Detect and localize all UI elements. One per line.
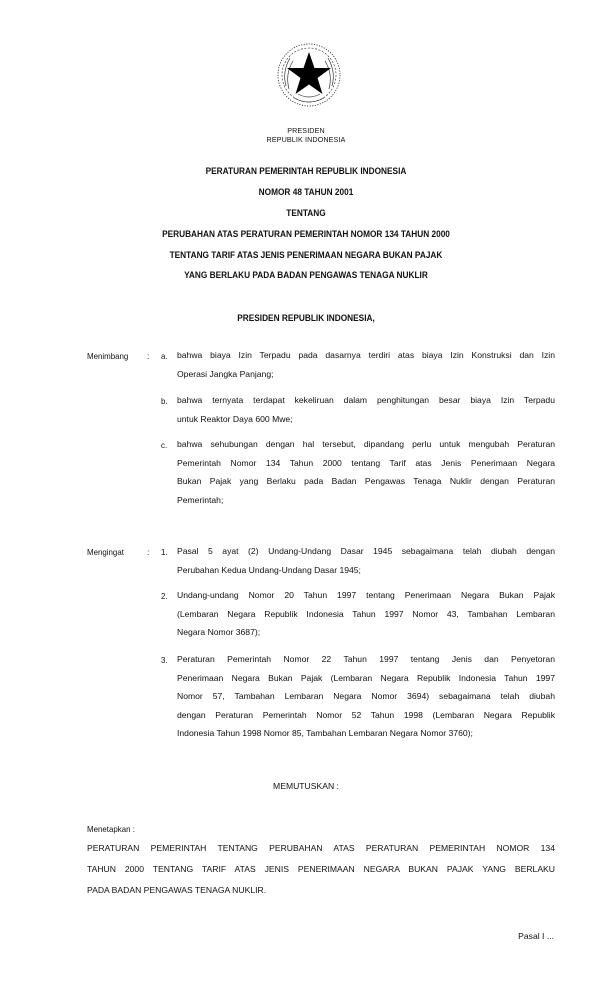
text-line: Operasi Jangka Panjang; bbox=[177, 368, 274, 379]
menimbang-marker-a: a. bbox=[161, 351, 168, 361]
menetapkan-label: Menetapkan : bbox=[87, 824, 135, 834]
menetapkan-line: TAHUN 2000 TENTANG TARIF ATAS JENIS PENERIMAAN NEGARA BUKAN PAJAK YANG BERLAKU bbox=[87, 864, 555, 874]
menimbang-item-c bbox=[177, 435, 555, 509]
text-line: (Lembaran Negara Republik Indonesia Tahun 1997 Nomor 43, Tambahan Lembaran bbox=[177, 608, 555, 619]
menimbang-marker-b: b. bbox=[161, 396, 168, 406]
menimbang-marker-c: c. bbox=[161, 440, 168, 450]
text-line: Penerimaan Negara Bukan Pajak (Lembaran Negara Republik Indonesia Tahun 1997 bbox=[177, 672, 555, 683]
text-line: Indonesia Tahun 1998 Nomor 85, Tambahan Lembaran Negara Nomor 3760); bbox=[177, 728, 473, 739]
text-line: Pasal 5 ayat (2) Undang-Undang Dasar 1945 sebagaimana telah diubah dengan bbox=[177, 546, 555, 556]
text-line: Bukan Pajak yang Berlaku pada Badan Pengawas Tenaga Nuklir dengan Peraturan bbox=[177, 476, 555, 487]
text-line: bahwa sehubungan dengan hal tersebut, dipandang perlu untuk mengubah Peraturan bbox=[177, 439, 555, 449]
mengingat-item-2 bbox=[177, 586, 555, 642]
memutuskan-heading: MEMUTUSKAN : bbox=[273, 781, 339, 791]
text-line: Pemerintah; bbox=[177, 494, 224, 505]
menetapkan-line: PERATURAN PEMERINTAH TENTANG PERUBAHAN ATAS PERATURAN PEMERINTAH NOMOR 134 bbox=[87, 843, 555, 853]
doc-subject-line1: PERUBAHAN ATAS PERATURAN PEMERINTAH NOMOR 134 TAHUN 2000 bbox=[162, 229, 450, 239]
doc-number: NOMOR 48 TAHUN 2001 bbox=[258, 187, 354, 197]
text-line: untuk Reaktor Daya 600 Mwe; bbox=[177, 413, 293, 424]
menimbang-item-a bbox=[177, 346, 555, 383]
mengingat-item-3 bbox=[177, 650, 555, 743]
doc-subject-line2: TENTANG TARIF ATAS JENIS PENERIMAAN NEGARA BUKAN PAJAK bbox=[169, 250, 443, 260]
seal-caption-republik: REPUBLIK INDONESIA bbox=[266, 135, 346, 144]
mengingat-item-1 bbox=[177, 542, 555, 579]
text-line: dengan Peraturan Pemerintah Nomor 52 Tahun 1998 (Lembaran Negara Republik bbox=[177, 709, 555, 720]
text-line: Undang-undang Nomor 20 Tahun 1997 tentang Penerimaan Negara Bukan Pajak bbox=[177, 590, 555, 600]
seal-caption-presiden: PRESIDEN bbox=[287, 126, 325, 135]
garuda-seal-icon bbox=[276, 42, 342, 108]
menimbang-item-b bbox=[177, 391, 555, 428]
next-page-catchword: Pasal I ... bbox=[518, 931, 554, 941]
text-line: Nomor 57, Tambahan Lembaran Negara Nomor 3694) sebagaimana telah diubah bbox=[177, 691, 555, 702]
doc-subject-line3: YANG BERLAKU PADA BADAN PENGAWAS TENAGA NUKLIR bbox=[184, 270, 428, 280]
mengingat-marker-3: 3. bbox=[161, 655, 168, 665]
mengingat-marker-1: 1. bbox=[161, 547, 168, 557]
menimbang-colon: : bbox=[147, 351, 150, 361]
menetapkan-line: PADA BADAN PENGAWAS TENAGA NUKLIR. bbox=[87, 885, 267, 895]
text-line: Negara Nomor 3687); bbox=[177, 627, 261, 638]
mengingat-colon: : bbox=[147, 547, 150, 557]
president-heading: PRESIDEN REPUBLIK INDONESIA, bbox=[237, 313, 375, 323]
mengingat-marker-2: 2. bbox=[161, 591, 168, 601]
text-line: Perubahan Kedua Undang-Undang Dasar 1945; bbox=[177, 564, 361, 575]
text-line: Pemerintah Nomor 134 Tahun 2000 tentang Tarif atas Jenis Penerimaan Negara bbox=[177, 457, 555, 468]
menimbang-label: Menimbang bbox=[87, 351, 129, 361]
doc-title: PERATURAN PEMERINTAH REPUBLIK INDONESIA bbox=[205, 166, 407, 176]
mengingat-label: Mengingat bbox=[87, 547, 124, 557]
text-line: Peraturan Pemerintah Nomor 22 Tahun 1997 tentang Jenis dan Penyetoran bbox=[177, 654, 555, 664]
doc-tentang: TENTANG bbox=[286, 208, 326, 218]
text-line: bahwa ternyata terdapat kekeliruan dalam penghitungan besar biaya Izin Terpadu bbox=[177, 395, 555, 405]
text-line: bahwa biaya Izin Terpadu pada dasarnya terdiri atas biaya Izin Konstruksi dan Izin bbox=[177, 350, 555, 360]
